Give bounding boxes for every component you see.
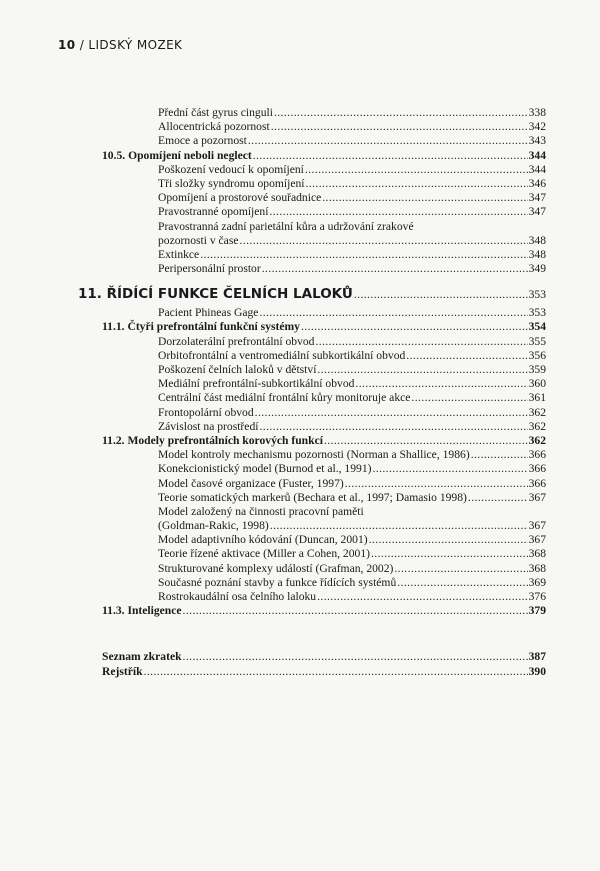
toc-entry[interactable]: Konekcionistický model (Burnod et al., 1991) ..... 366	[102, 462, 546, 476]
toc-entry[interactable]: Extinkce ..... 348	[102, 248, 546, 262]
toc-entry[interactable]: Emoce a pozornost ..... 343	[102, 134, 546, 148]
table-of-contents	[78, 106, 546, 679]
toc-entry[interactable]: Tři složky syndromu opomíjení ..... 346	[102, 177, 546, 191]
toc-entry[interactable]: Centrální část mediální frontální kůry monitoruje akce ..... 361	[102, 391, 546, 405]
toc-entry[interactable]: Rostrokaudální osa čelního laloku ..... 376	[102, 590, 546, 604]
toc-entry[interactable]: Dorzolaterální prefrontální obvod ..... 355	[102, 335, 546, 349]
toc-entry[interactable]: pozornosti v čase ..... 348	[102, 234, 546, 248]
toc-entry[interactable]: Strukturované komplexy událostí (Grafman, 2002) ..... 368	[102, 562, 546, 576]
toc-section-11-1[interactable]: 11.1. Čtyři prefrontální funkční systémy ..... 354	[102, 320, 546, 334]
toc-entry[interactable]: Model časové organizace (Fuster, 1997) ..... 366	[102, 477, 546, 491]
toc-entry[interactable]: Teorie řízené aktivace (Miller a Cohen, 2001) ..... 368	[102, 547, 546, 561]
toc-chapter-11[interactable]: 11. ŘÍDÍCÍ FUNKCE ČELNÍCH LALOKŮ ..... 353	[78, 284, 546, 304]
toc-entry[interactable]: Závislost na prostředí ..... 362	[102, 420, 546, 434]
header-separator: /	[79, 38, 85, 52]
toc-entry[interactable]: Frontopolární obvod ..... 362	[102, 406, 546, 420]
toc-entry[interactable]: Allocentrická pozornost ..... 342	[102, 120, 546, 134]
toc-entry[interactable]: Model kontroly mechanismu pozornosti (Norman a Shallice, 1986) ..... 366	[102, 448, 546, 462]
toc-entry-line1[interactable]: Pravostranná zadní parietální kůra a udržování zrakové	[158, 219, 414, 233]
toc-index[interactable]: Rejstřík ..... 390	[102, 665, 546, 679]
toc-abbreviations[interactable]: Seznam zkratek ..... 387	[102, 650, 546, 664]
toc-entry[interactable]: Současné poznání stavby a funkce řídících systémů ..... 369	[102, 576, 546, 590]
spacer	[102, 618, 546, 650]
toc-entry[interactable]: (Goldman-Rakic, 1998) ..... 367	[102, 519, 546, 533]
running-header	[58, 38, 182, 52]
toc-entry[interactable]: Pravostranné opomíjení ..... 347	[102, 205, 546, 219]
toc-section-10-5[interactable]: 10.5. Opomíjení neboli neglect ..... 344	[102, 149, 546, 163]
toc-entry[interactable]: Teorie somatických markerů (Bechara et al., 1997; Damasio 1998) ..... 367	[102, 491, 546, 505]
toc-entry[interactable]: Poškození vedoucí k opomíjení ..... 344	[102, 163, 546, 177]
toc-entry[interactable]: Pacient Phineas Gage ..... 353	[102, 306, 546, 320]
toc-entry[interactable]: Přední část gyrus cinguli ..... 338	[102, 106, 546, 120]
toc-entry[interactable]: Opomíjení a prostorové souřadnice ..... 347	[102, 191, 546, 205]
book-title: LIDSKÝ MOZEK	[88, 38, 183, 52]
toc-section-11-3[interactable]: 11.3. Inteligence ..... 379	[102, 604, 546, 618]
toc-section-11-2[interactable]: 11.2. Modely prefrontálních korových funkcí ..... 362	[102, 434, 546, 448]
toc-entry[interactable]: Orbitofrontální a ventromediální subkortikální obvod ..... 356	[102, 349, 546, 363]
toc-entry-line1[interactable]: Model založený na činnosti pracovní paměti	[158, 504, 364, 518]
toc-entry[interactable]: Mediální prefrontální-subkortikální obvod ..... 360	[102, 377, 546, 391]
toc-entry[interactable]: Model adaptivního kódování (Duncan, 2001) ..... 367	[102, 533, 546, 547]
toc-entry[interactable]: Peripersonální prostor ..... 349	[102, 262, 546, 276]
toc-entry[interactable]: Poškození čelních laloků v dětství ..... 359	[102, 363, 546, 377]
page-number: 10	[58, 38, 76, 52]
